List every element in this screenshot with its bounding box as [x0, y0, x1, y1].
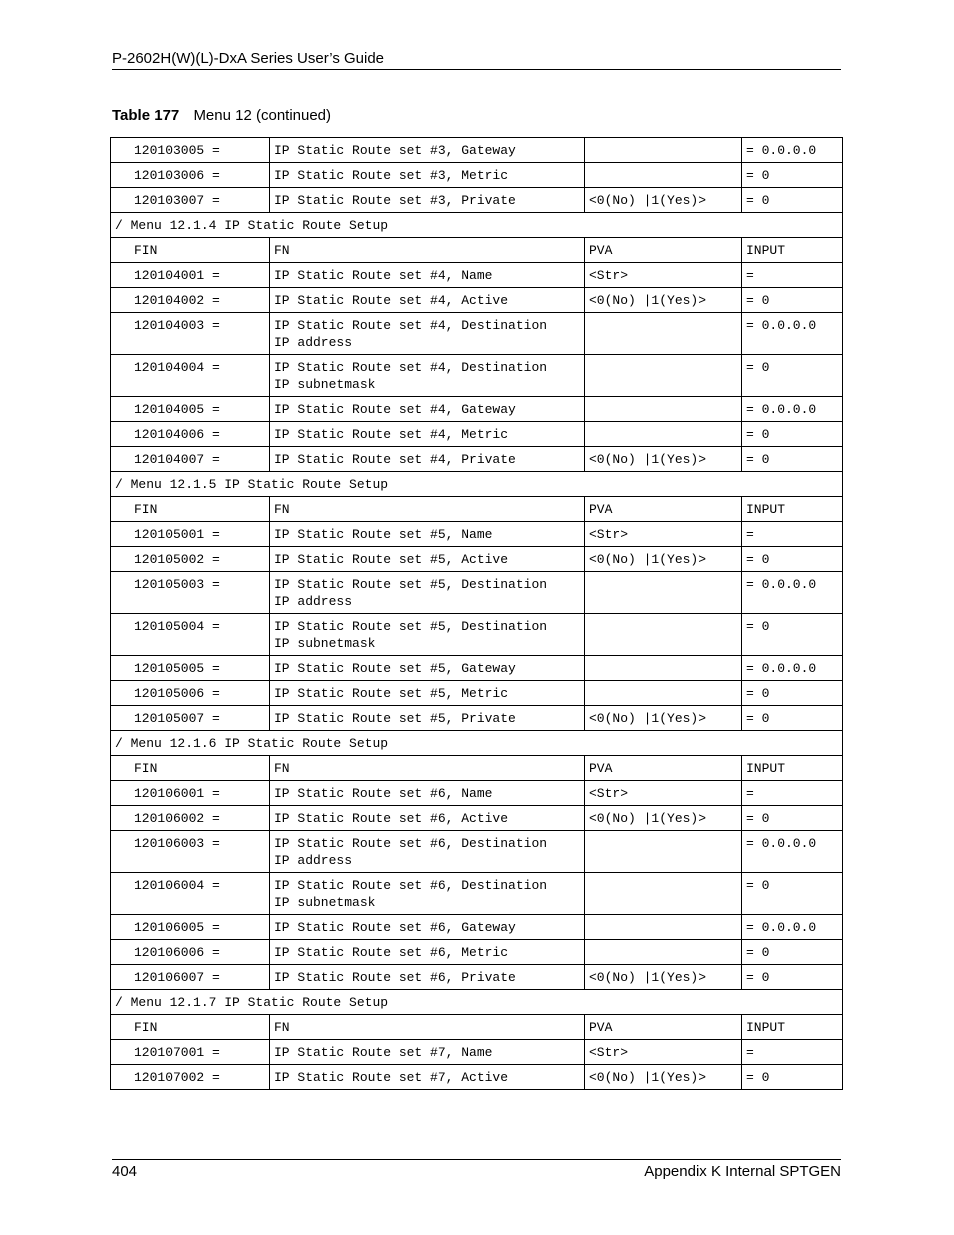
cell-fin: 120105004 = — [111, 614, 270, 656]
menu-table — [110, 137, 843, 1090]
cell-input: = 0 — [742, 447, 843, 472]
header-input: INPUT — [742, 238, 843, 263]
cell-fn: IP Static Route set #4, Active — [270, 288, 585, 313]
header-pva: PVA — [585, 497, 742, 522]
cell-input: = 0.0.0.0 — [742, 397, 843, 422]
cell-input: = 0 — [742, 614, 843, 656]
cell-fn: IP Static Route set #4, Metric — [270, 422, 585, 447]
cell-fn: IP Static Route set #7, Active — [270, 1065, 585, 1090]
cell-input: = 0 — [742, 288, 843, 313]
cell-fin: 120106006 = — [111, 940, 270, 965]
cell-pva — [585, 940, 742, 965]
cell-fn: IP Static Route set #4, Destination IP address — [270, 313, 585, 355]
cell-pva: <Str> — [585, 522, 742, 547]
cell-pva: <Str> — [585, 263, 742, 288]
header-fn: FN — [270, 756, 585, 781]
cell-pva: <0(No) |1(Yes)> — [585, 706, 742, 731]
menu-table-body — [111, 138, 843, 1090]
header-fn: FN — [270, 1015, 585, 1040]
cell-input: = — [742, 1040, 843, 1065]
cell-pva — [585, 614, 742, 656]
table-caption — [112, 107, 331, 124]
cell-pva: <0(No) |1(Yes)> — [585, 1065, 742, 1090]
cell-input: = 0 — [742, 188, 843, 213]
cell-fn: IP Static Route set #3, Metric — [270, 163, 585, 188]
cell-pva: <0(No) |1(Yes)> — [585, 965, 742, 990]
table-row — [111, 806, 843, 831]
cell-input: = 0 — [742, 163, 843, 188]
cell-fin: 120104007 = — [111, 447, 270, 472]
cell-fn: IP Static Route set #6, Private — [270, 965, 585, 990]
cell-pva — [585, 138, 742, 163]
cell-fin: 120105007 = — [111, 706, 270, 731]
cell-input: = 0 — [742, 873, 843, 915]
cell-input: = — [742, 263, 843, 288]
cell-input: = 0 — [742, 806, 843, 831]
table-row — [111, 656, 843, 681]
cell-input: = 0.0.0.0 — [742, 831, 843, 873]
table-row — [111, 547, 843, 572]
cell-fin: 120103007 = — [111, 188, 270, 213]
table-row — [111, 572, 843, 614]
section-title: / Menu 12.1.5 IP Static Route Setup — [111, 472, 843, 497]
cell-fn: IP Static Route set #5, Name — [270, 522, 585, 547]
cell-fn: IP Static Route set #4, Gateway — [270, 397, 585, 422]
header-fin: FIN — [111, 756, 270, 781]
cell-fn: IP Static Route set #5, Private — [270, 706, 585, 731]
cell-fn: IP Static Route set #5, Metric — [270, 681, 585, 706]
section-title: / Menu 12.1.4 IP Static Route Setup — [111, 213, 843, 238]
cell-input: = 0 — [742, 355, 843, 397]
table-row — [111, 706, 843, 731]
section-row — [111, 472, 843, 497]
cell-pva — [585, 681, 742, 706]
section-row — [111, 990, 843, 1015]
cell-fin: 120104003 = — [111, 313, 270, 355]
cell-pva — [585, 397, 742, 422]
table-row — [111, 681, 843, 706]
table-title: Menu 12 (continued) — [193, 107, 332, 124]
table-row — [111, 355, 843, 397]
cell-input: = 0 — [742, 965, 843, 990]
cell-fin: 120104005 = — [111, 397, 270, 422]
cell-fin: 120103005 = — [111, 138, 270, 163]
cell-pva: <Str> — [585, 1040, 742, 1065]
cell-fin: 120105002 = — [111, 547, 270, 572]
cell-input: = — [742, 522, 843, 547]
table-row — [111, 873, 843, 915]
section-row — [111, 213, 843, 238]
cell-input: = 0.0.0.0 — [742, 313, 843, 355]
table-row — [111, 965, 843, 990]
cell-fn: IP Static Route set #4, Name — [270, 263, 585, 288]
page-number: 404 — [112, 1163, 138, 1180]
cell-fin: 120107001 = — [111, 1040, 270, 1065]
cell-pva — [585, 831, 742, 873]
cell-fn: IP Static Route set #6, Gateway — [270, 915, 585, 940]
header-input: INPUT — [742, 756, 843, 781]
cell-fin: 120105001 = — [111, 522, 270, 547]
table-row — [111, 188, 843, 213]
header-fn: FN — [270, 238, 585, 263]
table-number: Table 177 — [112, 107, 180, 124]
cell-pva — [585, 163, 742, 188]
guide-title: P-2602H(W)(L)-DxA Series User’s Guide — [112, 50, 385, 67]
cell-fin: 120104006 = — [111, 422, 270, 447]
section-row — [111, 731, 843, 756]
cell-input: = 0.0.0.0 — [742, 572, 843, 614]
cell-fin: 120106001 = — [111, 781, 270, 806]
table-row — [111, 288, 843, 313]
table-row — [111, 447, 843, 472]
cell-fn: IP Static Route set #5, Destination IP subnetmask — [270, 614, 585, 656]
cell-fn: IP Static Route set #7, Name — [270, 1040, 585, 1065]
cell-fin: 120106002 = — [111, 806, 270, 831]
table-row — [111, 313, 843, 355]
cell-input: = 0 — [742, 681, 843, 706]
cell-pva: <0(No) |1(Yes)> — [585, 188, 742, 213]
cell-fin: 120104001 = — [111, 263, 270, 288]
section-title: / Menu 12.1.7 IP Static Route Setup — [111, 990, 843, 1015]
section-title: / Menu 12.1.6 IP Static Route Setup — [111, 731, 843, 756]
cell-pva — [585, 355, 742, 397]
cell-pva: <0(No) |1(Yes)> — [585, 288, 742, 313]
cell-fin: 120105006 = — [111, 681, 270, 706]
header-input: INPUT — [742, 1015, 843, 1040]
column-header-row — [111, 497, 843, 522]
cell-pva: <Str> — [585, 781, 742, 806]
cell-fn: IP Static Route set #6, Destination IP subnetmask — [270, 873, 585, 915]
cell-pva — [585, 572, 742, 614]
header-fin: FIN — [111, 238, 270, 263]
table-row — [111, 397, 843, 422]
cell-pva — [585, 656, 742, 681]
table-row — [111, 1065, 843, 1090]
header-pva: PVA — [585, 238, 742, 263]
cell-input: = 0 — [742, 706, 843, 731]
cell-pva — [585, 915, 742, 940]
cell-fin: 120106005 = — [111, 915, 270, 940]
header-pva: PVA — [585, 1015, 742, 1040]
cell-fin: 120107002 = — [111, 1065, 270, 1090]
cell-fn: IP Static Route set #5, Destination IP address — [270, 572, 585, 614]
table-row — [111, 915, 843, 940]
cell-input: = 0 — [742, 547, 843, 572]
cell-fn: IP Static Route set #6, Name — [270, 781, 585, 806]
cell-pva — [585, 313, 742, 355]
cell-fin: 120106004 = — [111, 873, 270, 915]
cell-input: = 0 — [742, 1065, 843, 1090]
column-header-row — [111, 756, 843, 781]
header-fin: FIN — [111, 1015, 270, 1040]
column-header-row — [111, 238, 843, 263]
table-row — [111, 163, 843, 188]
table-row — [111, 263, 843, 288]
table-row — [111, 614, 843, 656]
cell-fn: IP Static Route set #6, Active — [270, 806, 585, 831]
cell-fn: IP Static Route set #6, Destination IP address — [270, 831, 585, 873]
cell-fn: IP Static Route set #3, Gateway — [270, 138, 585, 163]
header-input: INPUT — [742, 497, 843, 522]
cell-input: = 0 — [742, 422, 843, 447]
cell-fin: 120104004 = — [111, 355, 270, 397]
cell-input: = — [742, 781, 843, 806]
header-fn: FN — [270, 497, 585, 522]
cell-pva: <0(No) |1(Yes)> — [585, 447, 742, 472]
header-fin: FIN — [111, 497, 270, 522]
cell-fn: IP Static Route set #3, Private — [270, 188, 585, 213]
cell-input: = 0.0.0.0 — [742, 656, 843, 681]
cell-input: = 0.0.0.0 — [742, 915, 843, 940]
cell-fin: 120105005 = — [111, 656, 270, 681]
table-row — [111, 940, 843, 965]
cell-pva — [585, 873, 742, 915]
cell-fn: IP Static Route set #6, Metric — [270, 940, 585, 965]
column-header-row — [111, 1015, 843, 1040]
cell-fin: 120105003 = — [111, 572, 270, 614]
page-header — [112, 50, 841, 70]
page-footer — [112, 1159, 841, 1180]
cell-pva: <0(No) |1(Yes)> — [585, 547, 742, 572]
footer-section: Appendix K Internal SPTGEN — [644, 1163, 841, 1180]
header-pva: PVA — [585, 756, 742, 781]
cell-pva: <0(No) |1(Yes)> — [585, 806, 742, 831]
cell-input: = 0 — [742, 940, 843, 965]
cell-input: = 0.0.0.0 — [742, 138, 843, 163]
cell-fn: IP Static Route set #4, Private — [270, 447, 585, 472]
cell-fin: 120106003 = — [111, 831, 270, 873]
cell-fn: IP Static Route set #5, Gateway — [270, 656, 585, 681]
table-row — [111, 138, 843, 163]
cell-fin: 120106007 = — [111, 965, 270, 990]
table-row — [111, 781, 843, 806]
table-row — [111, 831, 843, 873]
table-row — [111, 522, 843, 547]
cell-fn: IP Static Route set #4, Destination IP subnetmask — [270, 355, 585, 397]
table-row — [111, 1040, 843, 1065]
cell-pva — [585, 422, 742, 447]
cell-fin: 120103006 = — [111, 163, 270, 188]
table-row — [111, 422, 843, 447]
cell-fn: IP Static Route set #5, Active — [270, 547, 585, 572]
cell-fin: 120104002 = — [111, 288, 270, 313]
